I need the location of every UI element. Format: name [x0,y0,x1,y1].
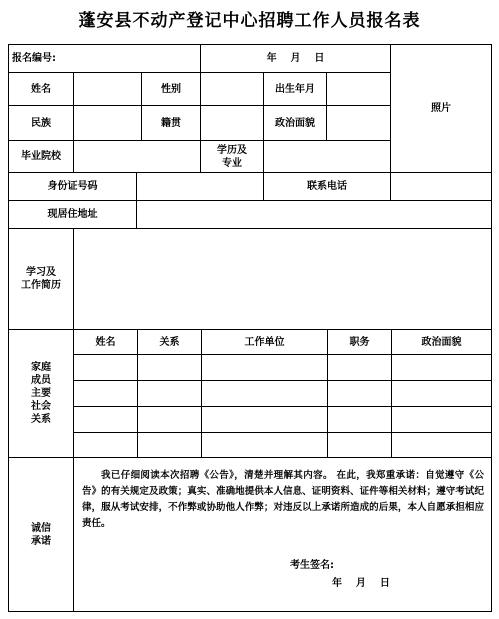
family-cell[interactable] [327,380,392,407]
education-major-label: 学历及 专业 [200,140,264,173]
ethnicity-field[interactable] [73,105,142,141]
family-cell[interactable] [201,380,328,407]
family-cell[interactable] [327,354,392,381]
name-field[interactable] [73,72,142,106]
family-cell[interactable] [73,380,138,407]
name-label: 姓名 [8,72,74,106]
form-title: 蓬安县不动产登记中心招聘工作人员报名表 [78,11,421,31]
registration-form [8,44,492,612]
family-cell[interactable] [201,432,328,458]
family-cell[interactable] [327,432,392,458]
family-col-employer: 工作单位 [201,329,328,355]
education-major-field[interactable] [263,140,391,173]
family-cell[interactable] [137,406,202,433]
family-relations-label: 家庭 成员 主要 社会 关系 [8,329,74,458]
school-label: 毕业院校 [8,140,74,173]
native-place-label: 籍贯 [141,105,201,141]
resume-field[interactable] [73,228,492,330]
ethnicity-label: 民族 [8,105,74,141]
birth-date-field[interactable] [326,72,391,106]
family-cell[interactable] [327,406,392,433]
family-col-name: 姓名 [73,329,138,355]
family-cell[interactable] [391,432,492,458]
form-date: 年 月 日 [200,44,391,73]
family-cell[interactable] [201,406,328,433]
integrity-pledge-label: 诚信 承诺 [8,457,74,612]
family-cell[interactable] [73,406,138,433]
address-label: 现居住地址 [8,200,137,229]
family-cell[interactable] [73,354,138,381]
family-col-relation: 关系 [137,329,202,355]
gender-label: 性别 [141,72,201,106]
signature-label: 考生签名: [290,560,334,571]
signature-date: 年 月 日 [332,578,390,589]
photo-box[interactable]: 照片 [390,44,492,173]
family-cell[interactable] [137,354,202,381]
family-cell[interactable] [391,354,492,381]
gender-field[interactable] [200,72,264,106]
family-cell[interactable] [137,432,202,458]
family-cell[interactable] [391,406,492,433]
birth-date-label: 出生年月 [263,72,327,106]
id-number-field[interactable] [136,172,264,201]
native-place-field[interactable] [200,105,264,141]
political-status-label: 政治面貌 [263,105,327,141]
family-col-political: 政治面貌 [391,329,492,355]
address-field[interactable] [136,200,492,229]
family-col-position: 职务 [327,329,392,355]
family-cell[interactable] [137,380,202,407]
pledge-text: 我已仔细阅读本次招聘《公告》，清楚并理解其内容。 在此，我郑重承诺：自觉遵守《公告》的有关规定及政策；真实、准确地提供本人信息、证明资料、证件等相关材料；遵守考试纪律，服从考试安排，不作弊或协助他人作弊；对违反以上承诺所造成的后果，本人自愿承担相应责任。 [82,470,484,529]
registration-number-label: 报名编号: [8,44,201,73]
family-cell[interactable] [73,432,138,458]
phone-field[interactable] [390,172,492,201]
resume-label: 学习及 工作简历 [8,228,74,330]
school-field[interactable] [73,140,201,173]
signature-field[interactable] [348,554,468,570]
political-status-field[interactable] [326,105,391,141]
id-number-label: 身份证号码 [8,172,137,201]
family-cell[interactable] [391,380,492,407]
phone-label: 联系电话 [263,172,391,201]
family-cell[interactable] [201,354,328,381]
